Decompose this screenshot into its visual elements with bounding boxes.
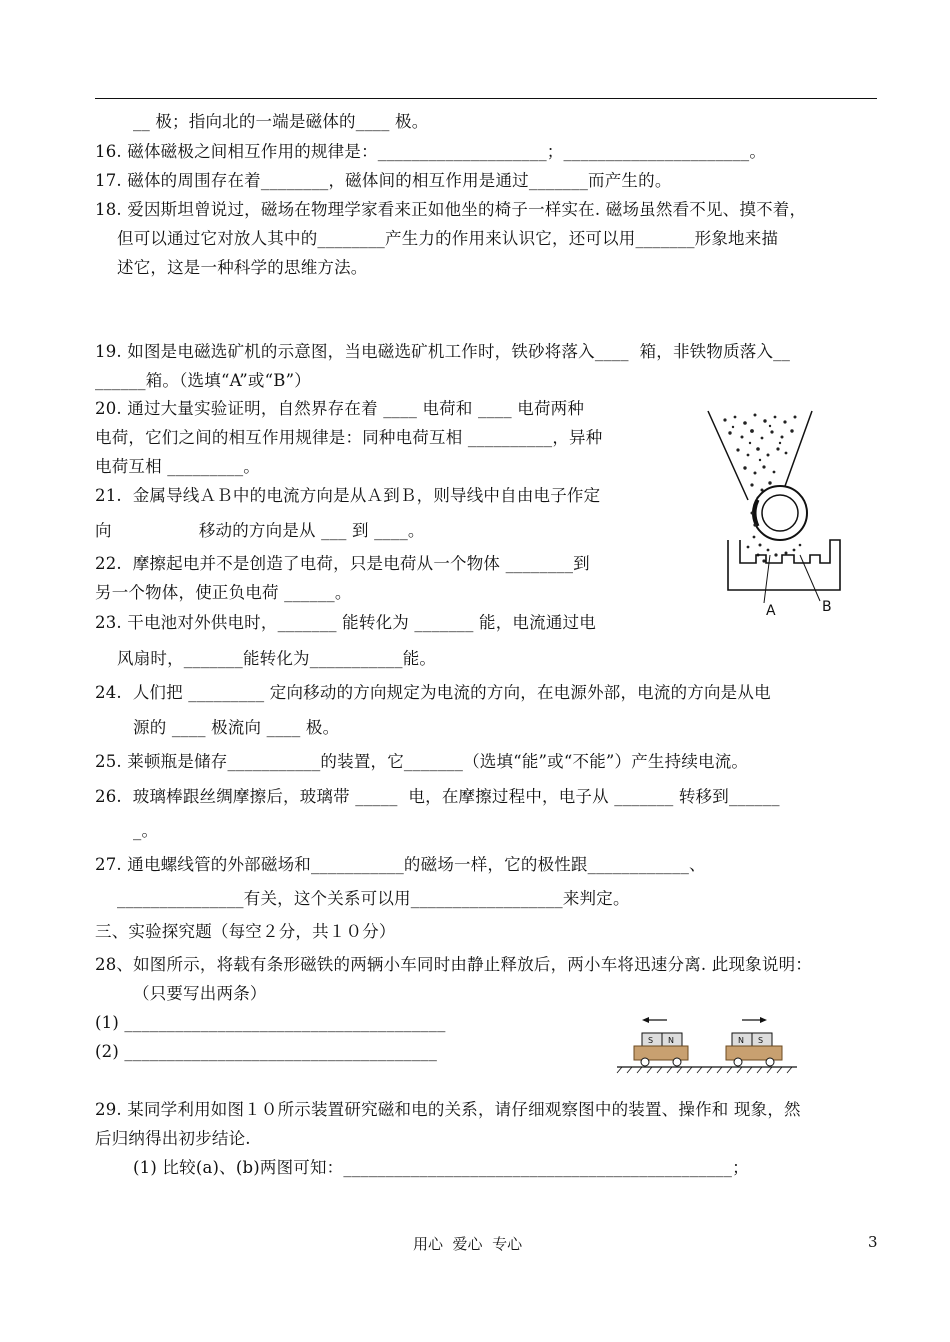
- q24-line1: 24. 人们把 _________ 定向移动的方向规定为电流的方向，在电源外部，电流的方向是从电: [95, 683, 771, 702]
- q18-line1: 18. 爱因斯坦曾说过，磁场在物理学家看来正如他坐的椅子一样实在. 磁场虽然看不见、摸不着，: [95, 200, 807, 219]
- q19-line1: 19. 如图是电磁选矿机的示意图，当电磁选矿机工作时，铁砂将落入____ 箱，非铁物质落入__: [95, 342, 791, 361]
- q29-line2: 后归纳得出初步结论.: [95, 1129, 251, 1148]
- left-cart-pole-s: S: [648, 1036, 654, 1045]
- section-3-heading: 三、实验探究题（每空２分，共１０分）: [95, 922, 396, 941]
- right-cart-pole-n: N: [738, 1036, 744, 1045]
- q28-answer-2: (2) _____________________________________: [95, 1042, 438, 1061]
- q20-line3: 电荷互相 _________。: [95, 457, 260, 476]
- q28-answer-1: (1) ______________________________________: [95, 1013, 446, 1032]
- q16: 16. 磁体磁极之间相互作用的规律是：____________________；______________________。: [95, 142, 767, 161]
- q18-line2: 但可以通过它对放人其中的________产生力的作用来认识它，还可以用_______形象地来描: [117, 229, 779, 248]
- q28-line2: （只要写出两条）: [133, 984, 267, 1003]
- q19-line2: ______箱。（选填“A”或“B”）: [95, 371, 311, 390]
- q27-line2: _______________有关，这个关系可以用__________________来判定。: [117, 889, 630, 908]
- header-rule: [95, 98, 877, 99]
- box-b-label: B: [822, 599, 832, 615]
- q17: 17. 磁体的周围存在着________，磁体间的相互作用是通过_______而产生的。: [95, 171, 672, 190]
- q23-line1: 23. 干电池对外供电时，_______ 能转化为 _______ 能，电流通过电: [95, 613, 596, 632]
- q18-line3: 述它，这是一种科学的思维方法。: [117, 258, 368, 277]
- q22-line2: 另一个物体，使正负电荷 ______。: [95, 583, 352, 602]
- q23-line2: 风扇时，_______能转化为___________能。: [117, 649, 437, 668]
- q28-line1: 28、如图所示，将载有条形磁铁的两辆小车同时由静止释放后，两小车将迅速分离. 此现象说明：: [95, 955, 812, 974]
- q25: 25. 莱顿瓶是储存___________的装置，它_______（选填“能”或“不能”）产生持续电流。: [95, 752, 749, 771]
- q26-line1: 26. 玻璃棒跟丝绸摩擦后，玻璃带 _____ 电，在摩擦过程中，电子从 _______ 转移到______: [95, 787, 780, 806]
- magnet-carts-figure: [612, 1010, 802, 1080]
- q29-part1: (1) 比较(a)、(b)两图可知：______________________________________________；: [133, 1158, 749, 1177]
- q20-line1: 20. 通过大量实验证明，自然界存在着 ____ 电荷和 ____ 电荷两种: [95, 399, 585, 418]
- q24-line2: 源的 ____ 极流向 ____ 极。: [133, 718, 340, 737]
- q21-line1: 21. 金属导线ＡＢ中的电流方向是从Ａ到Ｂ，则导线中自由电子作定: [95, 486, 601, 505]
- q27-line1: 27. 通电螺线管的外部磁场和___________的磁场一样，它的极性跟____________、: [95, 855, 706, 874]
- q20-line2: 电荷，它们之间的相互作用规律是：同种电荷互相 __________，异种: [95, 428, 603, 447]
- q26-line2: _。: [133, 821, 159, 840]
- page-footer: 用心 爱心 专心: [413, 1235, 523, 1253]
- left-cart-pole-n: N: [668, 1036, 674, 1045]
- right-cart-pole-s: S: [758, 1036, 764, 1045]
- box-a-label: A: [766, 603, 776, 619]
- q22-line1: 22. 摩擦起电并不是创造了电荷，只是电荷从一个物体 ________到: [95, 554, 590, 573]
- page-number: 3: [868, 1233, 878, 1251]
- q29-line1: 29. 某同学利用如图１０所示装置研究磁和电的关系，请仔细观察图中的装置、操作和 现象，然: [95, 1100, 801, 1119]
- q21-line2: 向 移动的方向是从 ___ 到 ____。: [95, 521, 425, 540]
- q15-continuation: __ 极；指向北的一端是磁体的____ 极。: [133, 112, 429, 131]
- electromagnetic-separator-figure: [700, 405, 860, 620]
